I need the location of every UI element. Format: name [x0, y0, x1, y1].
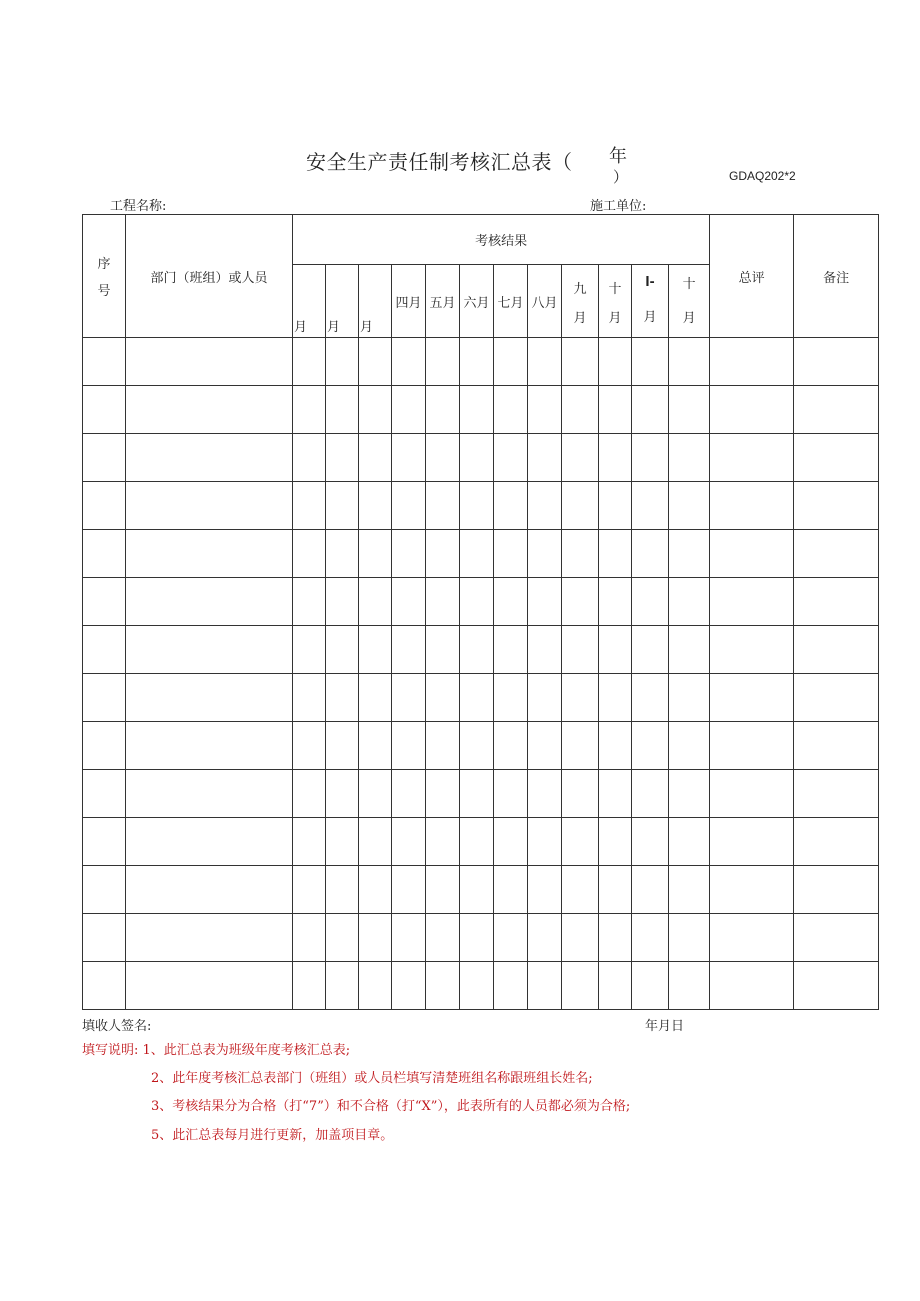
month-10-header	[599, 265, 632, 338]
table-cell[interactable]	[83, 482, 126, 530]
table-cell[interactable]	[326, 530, 359, 578]
index-header	[83, 215, 126, 338]
table-cell[interactable]	[359, 818, 392, 866]
table-row	[83, 770, 879, 818]
table-cell[interactable]	[126, 962, 293, 1010]
table-cell[interactable]	[460, 482, 494, 530]
notes-title: 填写说明:	[82, 1043, 139, 1058]
table-cell[interactable]	[632, 818, 669, 866]
table-cell[interactable]	[562, 818, 599, 866]
table-cell[interactable]	[126, 770, 293, 818]
table-row	[83, 914, 879, 962]
table-cell[interactable]	[392, 818, 426, 866]
table-cell[interactable]	[460, 338, 494, 386]
table-cell[interactable]	[562, 386, 599, 434]
table-cell[interactable]	[426, 482, 460, 530]
table-cell[interactable]	[494, 626, 528, 674]
table-cell[interactable]	[710, 818, 794, 866]
month-11-top: I-	[645, 273, 655, 290]
table-cell[interactable]	[83, 578, 126, 626]
table-cell[interactable]	[83, 338, 126, 386]
table-cell[interactable]	[326, 722, 359, 770]
table-cell[interactable]	[710, 626, 794, 674]
table-cell[interactable]	[359, 866, 392, 914]
table-cell[interactable]	[293, 626, 326, 674]
table-cell[interactable]	[599, 674, 632, 722]
table-cell[interactable]	[710, 674, 794, 722]
table-cell[interactable]	[126, 338, 293, 386]
table-cell[interactable]	[392, 386, 426, 434]
month-3-header	[359, 265, 392, 338]
table-cell[interactable]	[710, 722, 794, 770]
table-cell[interactable]	[293, 818, 326, 866]
table-cell[interactable]	[632, 962, 669, 1010]
table-cell[interactable]	[632, 530, 669, 578]
table-cell[interactable]	[460, 578, 494, 626]
table-cell[interactable]	[794, 770, 879, 818]
table-cell[interactable]	[326, 338, 359, 386]
table-cell[interactable]	[528, 434, 562, 482]
form-title: 安全生产责任制考核汇总表（	[306, 150, 573, 174]
table-cell[interactable]	[794, 386, 879, 434]
table-cell[interactable]	[794, 578, 879, 626]
table-cell[interactable]	[359, 530, 392, 578]
table-cell[interactable]	[632, 386, 669, 434]
month-11-bottom: 月	[643, 310, 657, 325]
table-cell[interactable]	[794, 482, 879, 530]
table-cell[interactable]	[326, 866, 359, 914]
table-cell[interactable]	[710, 914, 794, 962]
index-header-top: 序	[97, 257, 111, 272]
table-cell[interactable]	[326, 578, 359, 626]
table-cell[interactable]	[562, 482, 599, 530]
table-cell[interactable]	[562, 578, 599, 626]
table-cell[interactable]	[710, 866, 794, 914]
table-cell[interactable]	[494, 866, 528, 914]
table-cell[interactable]	[426, 386, 460, 434]
table-cell[interactable]	[83, 722, 126, 770]
table-cell[interactable]	[126, 914, 293, 962]
table-cell[interactable]	[562, 722, 599, 770]
table-cell[interactable]	[710, 338, 794, 386]
month-12-bottom: 月	[682, 310, 696, 326]
table-cell[interactable]	[460, 866, 494, 914]
table-row	[83, 338, 879, 386]
table-row	[83, 482, 879, 530]
month-8-header: 八月	[528, 265, 562, 338]
table-cell[interactable]	[83, 434, 126, 482]
table-cell[interactable]	[494, 338, 528, 386]
note-4: 5、此汇总表每月进行更新，加盖项目章。	[151, 1128, 394, 1143]
table-cell[interactable]	[326, 626, 359, 674]
month-1-label: 月	[294, 320, 308, 335]
table-cell[interactable]	[562, 530, 599, 578]
table-cell[interactable]	[669, 866, 710, 914]
table-cell[interactable]	[83, 770, 126, 818]
table-cell[interactable]	[599, 962, 632, 1010]
table-cell[interactable]	[669, 530, 710, 578]
table-cell[interactable]	[359, 434, 392, 482]
month-9-header	[562, 265, 599, 338]
table-cell[interactable]	[494, 482, 528, 530]
assessment-summary-table	[82, 214, 879, 1010]
note-1: 1、此汇总表为班级年度考核汇总表;	[142, 1043, 351, 1058]
table-cell[interactable]	[426, 578, 460, 626]
table-cell[interactable]	[83, 818, 126, 866]
table-cell[interactable]	[599, 818, 632, 866]
table-cell[interactable]	[710, 962, 794, 1010]
table-cell[interactable]	[126, 674, 293, 722]
table-cell[interactable]	[460, 434, 494, 482]
table-cell[interactable]	[632, 434, 669, 482]
table-cell[interactable]	[293, 338, 326, 386]
table-cell[interactable]	[794, 962, 879, 1010]
table-cell[interactable]	[494, 818, 528, 866]
table-cell[interactable]	[392, 434, 426, 482]
table-cell[interactable]	[293, 722, 326, 770]
table-cell[interactable]	[599, 482, 632, 530]
table-cell[interactable]	[494, 722, 528, 770]
table-cell[interactable]	[710, 482, 794, 530]
year-label: 年	[609, 146, 627, 167]
table-row	[83, 386, 879, 434]
table-cell[interactable]	[293, 482, 326, 530]
construction-unit-label: 施工单位:	[590, 199, 647, 214]
table-cell[interactable]	[293, 914, 326, 962]
table-cell[interactable]	[562, 866, 599, 914]
table-cell[interactable]	[599, 338, 632, 386]
month-12-header	[669, 265, 710, 338]
table-cell[interactable]	[460, 914, 494, 962]
table-cell[interactable]	[669, 722, 710, 770]
table-cell[interactable]	[293, 434, 326, 482]
results-header: 考核结果	[293, 215, 710, 265]
table-cell[interactable]	[494, 674, 528, 722]
table-cell[interactable]	[528, 914, 562, 962]
table-row	[83, 674, 879, 722]
table-cell[interactable]	[794, 626, 879, 674]
table-cell[interactable]	[359, 674, 392, 722]
table-body	[83, 338, 879, 1010]
month-7-header: 七月	[494, 265, 528, 338]
table-cell[interactable]	[669, 386, 710, 434]
table-cell[interactable]	[528, 866, 562, 914]
table-cell[interactable]	[599, 434, 632, 482]
table-cell[interactable]	[669, 434, 710, 482]
table-cell[interactable]	[460, 530, 494, 578]
month-6-header: 六月	[460, 265, 494, 338]
table-cell[interactable]	[359, 482, 392, 530]
table-cell[interactable]	[426, 674, 460, 722]
table-row	[83, 818, 879, 866]
table-cell[interactable]	[326, 674, 359, 722]
table-row	[83, 722, 879, 770]
table-cell[interactable]	[426, 962, 460, 1010]
title-close-paren: ）	[613, 168, 629, 186]
table-cell[interactable]	[460, 818, 494, 866]
table-cell[interactable]	[83, 866, 126, 914]
table-cell[interactable]	[460, 626, 494, 674]
table-cell[interactable]	[126, 482, 293, 530]
table-cell[interactable]	[632, 914, 669, 962]
table-cell[interactable]	[359, 962, 392, 1010]
table-cell[interactable]	[293, 962, 326, 1010]
table-cell[interactable]	[528, 722, 562, 770]
table-cell[interactable]	[710, 530, 794, 578]
table-cell[interactable]	[426, 818, 460, 866]
table-cell[interactable]	[562, 770, 599, 818]
note-3: 3、考核结果分为合格（打“7”）和不合格（打“X”），此表所有的人员都必须为合格;	[151, 1099, 631, 1114]
remark-header: 备注	[794, 215, 879, 338]
table-cell[interactable]	[494, 770, 528, 818]
table-cell[interactable]	[83, 530, 126, 578]
table-cell[interactable]	[83, 962, 126, 1010]
table-cell[interactable]	[669, 962, 710, 1010]
table-cell[interactable]	[426, 914, 460, 962]
table-cell[interactable]	[326, 482, 359, 530]
table-cell[interactable]	[632, 770, 669, 818]
table-cell[interactable]	[426, 434, 460, 482]
table-cell[interactable]	[599, 866, 632, 914]
month-10-top: 十	[608, 282, 622, 297]
note-line-1	[82, 1039, 350, 1058]
month-2-label: 月	[327, 320, 341, 335]
table-cell[interactable]	[794, 530, 879, 578]
table-cell[interactable]	[632, 722, 669, 770]
table-cell[interactable]	[494, 578, 528, 626]
month-2-header	[326, 265, 359, 338]
table-cell[interactable]	[562, 674, 599, 722]
table-cell[interactable]	[359, 770, 392, 818]
table-cell[interactable]	[528, 818, 562, 866]
table-cell[interactable]	[528, 530, 562, 578]
table-cell[interactable]	[126, 434, 293, 482]
table-cell[interactable]	[392, 722, 426, 770]
project-name-label: 工程名称:	[110, 199, 167, 214]
table-cell[interactable]	[528, 578, 562, 626]
table-cell[interactable]	[632, 626, 669, 674]
table-cell[interactable]	[426, 338, 460, 386]
table-cell[interactable]	[83, 914, 126, 962]
month-11-header	[632, 265, 669, 338]
table-cell[interactable]	[710, 386, 794, 434]
table-cell[interactable]	[426, 530, 460, 578]
table-cell[interactable]	[426, 770, 460, 818]
table-cell[interactable]	[669, 338, 710, 386]
table-cell[interactable]	[528, 338, 562, 386]
table-cell[interactable]	[794, 914, 879, 962]
table-cell[interactable]	[460, 770, 494, 818]
table-cell[interactable]	[669, 818, 710, 866]
table-cell[interactable]	[599, 386, 632, 434]
table-row	[83, 626, 879, 674]
note-2: 2、此年度考核汇总表部门（班组）或人员栏填写清楚班组名称跟班组长姓名;	[151, 1071, 593, 1086]
table-cell[interactable]	[293, 578, 326, 626]
month-3-label: 月	[360, 320, 374, 335]
table-cell[interactable]	[460, 962, 494, 1010]
table-cell[interactable]	[599, 914, 632, 962]
date-label: 年月日	[645, 1019, 685, 1034]
table-cell[interactable]	[359, 578, 392, 626]
table-cell[interactable]	[392, 530, 426, 578]
total-header: 总评	[710, 215, 794, 338]
table-cell[interactable]	[528, 674, 562, 722]
table-cell[interactable]	[359, 338, 392, 386]
table-cell[interactable]	[359, 914, 392, 962]
table-cell[interactable]	[293, 866, 326, 914]
table-cell[interactable]	[599, 722, 632, 770]
table-cell[interactable]	[794, 674, 879, 722]
month-5-header: 五月	[426, 265, 460, 338]
table-cell[interactable]	[669, 626, 710, 674]
table-cell[interactable]	[326, 962, 359, 1010]
table-cell[interactable]	[293, 770, 326, 818]
table-cell[interactable]	[599, 626, 632, 674]
table-cell[interactable]	[426, 722, 460, 770]
table-cell[interactable]	[359, 386, 392, 434]
table-cell[interactable]	[426, 626, 460, 674]
month-4-header: 四月	[392, 265, 426, 338]
table-cell[interactable]	[392, 482, 426, 530]
table-cell[interactable]	[293, 386, 326, 434]
month-10-bottom: 月	[608, 311, 622, 326]
table-row	[83, 962, 879, 1010]
table-cell[interactable]	[599, 530, 632, 578]
table-cell[interactable]	[460, 722, 494, 770]
table-cell[interactable]	[528, 770, 562, 818]
table-cell[interactable]	[710, 434, 794, 482]
table-cell[interactable]	[794, 866, 879, 914]
table-cell[interactable]	[83, 386, 126, 434]
table-cell[interactable]	[494, 914, 528, 962]
table-cell[interactable]	[460, 674, 494, 722]
table-cell[interactable]	[326, 434, 359, 482]
table-cell[interactable]	[83, 674, 126, 722]
table-cell[interactable]	[528, 962, 562, 1010]
table-cell[interactable]	[599, 770, 632, 818]
month-1-header	[293, 265, 326, 338]
table-cell[interactable]	[794, 338, 879, 386]
table-cell[interactable]	[126, 722, 293, 770]
table-cell[interactable]	[562, 434, 599, 482]
table-row	[83, 434, 879, 482]
table-cell[interactable]	[669, 482, 710, 530]
table-cell[interactable]	[392, 626, 426, 674]
table-cell[interactable]	[794, 434, 879, 482]
table-row	[83, 530, 879, 578]
table-cell[interactable]	[126, 386, 293, 434]
table-cell[interactable]	[392, 674, 426, 722]
table-cell[interactable]	[669, 770, 710, 818]
month-9-bottom: 月	[573, 311, 587, 326]
table-cell[interactable]	[126, 578, 293, 626]
table-cell[interactable]	[83, 626, 126, 674]
table-cell[interactable]	[293, 530, 326, 578]
table-cell[interactable]	[460, 386, 494, 434]
table-cell[interactable]	[359, 722, 392, 770]
table-cell[interactable]	[794, 722, 879, 770]
table-cell[interactable]	[326, 386, 359, 434]
table-cell[interactable]	[632, 578, 669, 626]
table-cell[interactable]	[326, 770, 359, 818]
table-cell[interactable]	[710, 578, 794, 626]
table-cell[interactable]	[562, 626, 599, 674]
table-cell[interactable]	[794, 818, 879, 866]
month-9-top: 九	[573, 282, 587, 297]
table-cell[interactable]	[528, 482, 562, 530]
table-cell[interactable]	[494, 386, 528, 434]
table-cell[interactable]	[494, 530, 528, 578]
table-cell[interactable]	[392, 866, 426, 914]
table-cell[interactable]	[599, 578, 632, 626]
table-cell[interactable]	[669, 674, 710, 722]
table-cell[interactable]	[426, 866, 460, 914]
table-cell[interactable]	[632, 674, 669, 722]
table-cell[interactable]	[126, 626, 293, 674]
month-12-top: 十	[682, 276, 696, 292]
table-cell[interactable]	[632, 338, 669, 386]
table-cell[interactable]	[562, 962, 599, 1010]
table-cell[interactable]	[392, 914, 426, 962]
table-row	[83, 866, 879, 914]
dept-header: 部门（班组）或人员	[126, 215, 293, 338]
table-cell[interactable]	[528, 386, 562, 434]
table-cell[interactable]	[632, 482, 669, 530]
table-cell[interactable]	[392, 770, 426, 818]
table-cell[interactable]	[293, 674, 326, 722]
table-cell[interactable]	[359, 626, 392, 674]
table-cell[interactable]	[562, 338, 599, 386]
table-cell[interactable]	[494, 962, 528, 1010]
table-cell[interactable]	[392, 962, 426, 1010]
table-cell[interactable]	[528, 626, 562, 674]
signer-label: 填收人签名:	[82, 1019, 152, 1034]
table-cell[interactable]	[126, 530, 293, 578]
table-cell[interactable]	[392, 578, 426, 626]
table-cell[interactable]	[710, 770, 794, 818]
table-cell[interactable]	[632, 866, 669, 914]
table-cell[interactable]	[669, 578, 710, 626]
table-cell[interactable]	[126, 866, 293, 914]
table-cell[interactable]	[669, 914, 710, 962]
table-cell[interactable]	[126, 818, 293, 866]
table-cell[interactable]	[392, 338, 426, 386]
table-cell[interactable]	[326, 914, 359, 962]
table-row	[83, 578, 879, 626]
index-header-bottom: 号	[97, 284, 111, 299]
form-code: GDAQ202*2	[729, 169, 796, 183]
table-cell[interactable]	[562, 914, 599, 962]
table-cell[interactable]	[494, 434, 528, 482]
table-cell[interactable]	[326, 818, 359, 866]
